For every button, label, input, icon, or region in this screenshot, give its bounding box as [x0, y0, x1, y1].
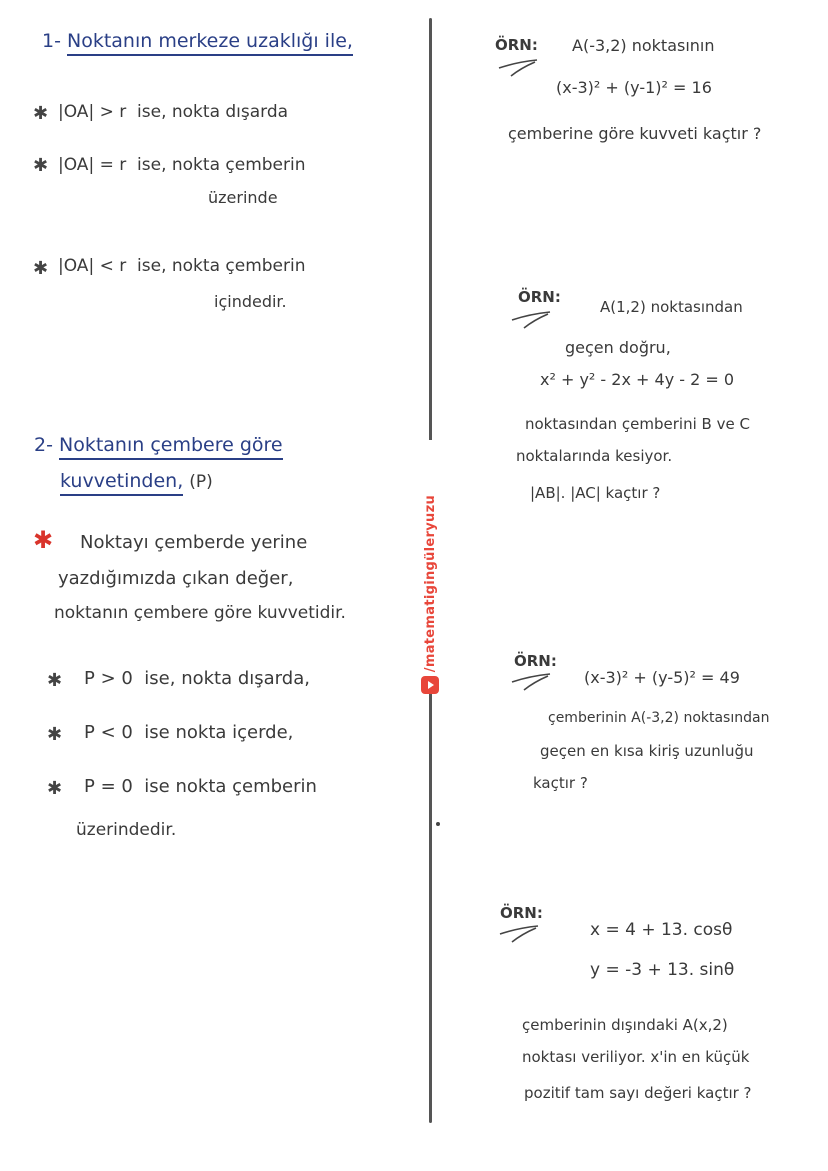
- s2-item3-cont: üzerindedir.: [76, 820, 177, 840]
- s2-item1-condition: P > 0: [84, 668, 133, 689]
- section2-title-line1: Noktanın çembere göre: [59, 434, 283, 460]
- bullet-star: ✱: [33, 258, 49, 279]
- example4-line5: pozitif tam sayı değeri kaçtır ?: [524, 1084, 752, 1102]
- s2-note-line3: noktanın çembere göre kuvvetidir.: [54, 603, 346, 623]
- divider-dot: [436, 822, 440, 826]
- bullet-star: ✱: [47, 724, 63, 745]
- bullet-star: ✱: [47, 778, 63, 799]
- example1-label: ÖRN:: [495, 36, 538, 54]
- section1-title: Noktanın merkeze uzaklığı ile,: [67, 30, 353, 56]
- s1-item2-text: ise, nokta çemberin: [137, 155, 306, 175]
- s2-item2-text: ise nokta içerde,: [144, 722, 294, 743]
- s1-item2-condition: |OA| = r: [58, 155, 127, 175]
- bullet-star: ✱: [47, 670, 63, 691]
- example4-swash: [498, 922, 544, 946]
- example4-line4: noktası veriliyor. x'in en küçük: [522, 1048, 750, 1066]
- watermark: [417, 440, 443, 694]
- example3-line1: (x-3)² + (y-5)² = 49: [584, 668, 740, 687]
- s2-note-line2: yazdığımızda çıkan değer,: [58, 568, 294, 589]
- highlight-star-icon: ✱: [33, 526, 54, 554]
- s2-item3-text: ise nokta çemberin: [144, 776, 317, 797]
- watermark-text: /matematigingüleryuzu: [422, 494, 438, 672]
- example3-line4: kaçtır ?: [533, 774, 588, 792]
- example2-line2: geçen doğru,: [565, 338, 671, 357]
- example1-line2: (x-3)² + (y-1)² = 16: [556, 78, 712, 97]
- bullet-star: ✱: [33, 155, 49, 176]
- example1-line1: A(-3,2) noktasının: [572, 36, 715, 55]
- example3-label: ÖRN:: [514, 652, 557, 670]
- s2-note-line1: Noktayı çemberde yerine: [80, 532, 308, 553]
- example2-label: ÖRN:: [518, 288, 561, 306]
- youtube-icon: [421, 676, 439, 694]
- section1-number: 1-: [42, 30, 61, 52]
- s1-item1: [58, 102, 288, 122]
- section2-title-line2: kuvvetinden,: [60, 470, 183, 496]
- s2-item3-condition: P = 0: [84, 776, 133, 797]
- example2-swash: [510, 308, 556, 332]
- example3-line3: geçen en kısa kiriş uzunluğu: [540, 742, 754, 760]
- s1-item2-cont: üzerinde: [208, 188, 278, 207]
- s2-item2-condition: P < 0: [84, 722, 133, 743]
- example4-line1: x = 4 + 13. cosθ: [590, 920, 733, 940]
- s1-item1-condition: |OA| > r: [58, 102, 127, 122]
- bullet-star: ✱: [33, 103, 49, 124]
- example2-line3: x² + y² - 2x + 4y - 2 = 0: [540, 370, 735, 389]
- s1-item3-text: ise, nokta çemberin: [137, 256, 306, 276]
- section2-number: 2-: [34, 434, 53, 456]
- example3-swash: [510, 670, 556, 694]
- example4-label: ÖRN:: [500, 904, 543, 922]
- example4-line2: y = -3 + 13. sinθ: [590, 960, 735, 980]
- section1-heading: [42, 30, 353, 52]
- example2-line4: noktasından çemberini B ve C: [525, 415, 750, 433]
- s2-item2: [84, 722, 293, 743]
- example2-line5: noktalarında kesiyor.: [516, 447, 673, 465]
- s1-item3: [58, 256, 306, 276]
- s2-item3: [84, 776, 317, 797]
- example2-line1: A(1,2) noktasından: [600, 298, 743, 316]
- s2-item1: [84, 668, 310, 689]
- section2-heading-line2: [60, 470, 213, 492]
- s1-item2: [58, 155, 306, 175]
- example4-line3: çemberinin dışındaki A(x,2): [522, 1016, 728, 1034]
- s1-item1-text: ise, nokta dışarda: [137, 102, 289, 122]
- section2-title-suffix: (P): [189, 472, 213, 492]
- example2-line6: |AB|. |AC| kaçtır ?: [530, 484, 661, 502]
- example3-line2: çemberinin A(-3,2) noktasından: [548, 710, 770, 726]
- example1-line3: çemberine göre kuvveti kaçtır ?: [508, 124, 762, 143]
- example1-swash: [497, 56, 543, 80]
- s1-item3-cont: içindedir.: [214, 292, 287, 311]
- section2-heading-line1: [34, 434, 283, 456]
- s1-item3-condition: |OA| < r: [58, 256, 127, 276]
- s2-item1-text: ise, nokta dışarda,: [144, 668, 310, 689]
